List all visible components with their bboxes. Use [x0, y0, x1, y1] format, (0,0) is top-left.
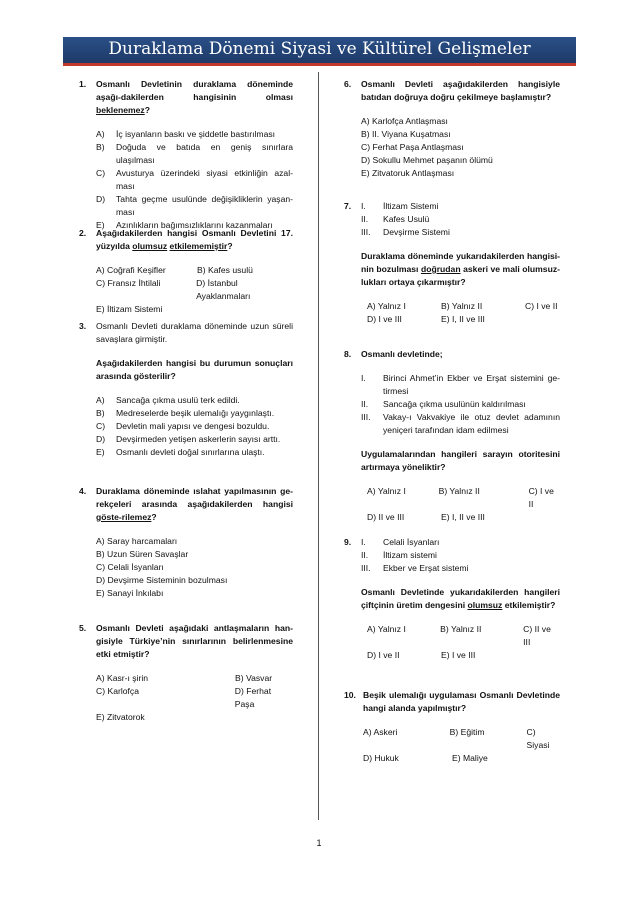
option[interactable]: A) Sancağa çıkma usulü terk edildi.	[96, 395, 240, 405]
option[interactable]: E) İltizam Sistemi	[96, 304, 163, 314]
option[interactable]: A) Karlofça Antlaşması	[361, 116, 448, 126]
option[interactable]: B) Uzun Süren Savaşlar	[96, 549, 189, 559]
question-6	[344, 78, 560, 180]
roman-item: I. İltizam Sistemi	[361, 201, 439, 211]
roman-item: III. Vakay-ı Vakvakiye ile otuz devlet adamının yeniçeri tarafından idam edilmesi	[361, 412, 560, 435]
option[interactable]: D) I ve II	[367, 650, 400, 660]
option[interactable]: E) I, II ve III	[441, 512, 485, 522]
question-number: 7.	[344, 201, 352, 211]
page-number: 1	[316, 838, 322, 848]
option[interactable]: B) Medreselerde beşik ulemalığı yaygınlaştı.	[96, 408, 275, 418]
option[interactable]: D) İstanbul Ayaklanmaları	[196, 278, 251, 301]
option[interactable]: B) Yalnız II	[438, 486, 480, 496]
question-stem: Osmanlı Devleti aşağıdaki antlaşmaların han-gisiyle Türkiye’nin sınırlarının belirlenmesine etki etmiştir?	[96, 623, 293, 659]
option[interactable]: B) Yalnız II	[441, 301, 483, 311]
roman-item: II. Sancağa çıkma usulünün kaldırılması	[361, 399, 526, 409]
question-stem: Osmanlı Devletinin duraklama döneminde aşağı-dakilerden hangisinin olması beklenemez?	[96, 79, 293, 115]
question-number: 8.	[344, 349, 352, 359]
question-number: 6.	[344, 79, 352, 89]
option[interactable]: B) Eğitim	[449, 727, 485, 737]
option[interactable]: A) Yalnız I	[367, 301, 406, 311]
question-2	[79, 227, 293, 316]
roman-item: II. İltizam sistemi	[361, 550, 437, 560]
option[interactable]: B) Vasvar	[235, 673, 273, 683]
option[interactable]: C) Avusturya üzerindeki siyasi etkinliğin azal-ması	[96, 168, 293, 191]
option[interactable]: C) Siyasi	[526, 727, 550, 750]
option[interactable]: E) Azınlıkların bağımsızlıklarını kazanmaları	[96, 220, 273, 230]
option[interactable]: A) Yalnız I	[367, 486, 406, 496]
question-stem: Osmanlı Devleti aşağıdakilerden hangisiyle batıdan doğruya doğru çekilmeye başlamıştır?	[361, 79, 560, 102]
question-7	[344, 200, 560, 326]
option[interactable]: D) I ve III	[367, 314, 402, 324]
option[interactable]: C) Karlofça	[96, 686, 139, 696]
question-prompt: Aşağıdakilerden hangisi bu durumun sonuçları arasında gösterilir?	[96, 358, 293, 381]
question-4	[79, 485, 293, 600]
question-number: 1.	[79, 79, 87, 89]
question-number: 10.	[344, 690, 356, 700]
option[interactable]: D) Ferhat Paşa	[234, 686, 272, 709]
option[interactable]: C) I ve II	[525, 301, 558, 311]
option[interactable]: E) Maliye	[452, 753, 488, 763]
question-number: 3.	[79, 321, 87, 331]
option[interactable]: B) II. Viyana Kuşatması	[361, 129, 451, 139]
option[interactable]: A) Saray harcamaları	[96, 536, 178, 546]
option[interactable]: C) Devletin mali yapısı ve dengesi bozuldu.	[96, 421, 270, 431]
question-stem: Osmanlı devletinde;	[361, 349, 443, 359]
option[interactable]: A) Coğrafi Keşifler	[96, 265, 166, 275]
option[interactable]: A) İç isyanların baskı ve şiddetle bastırılması	[96, 129, 276, 139]
option[interactable]: D) Tahta geçme usulünde değişikliklerin yaşan-ması	[96, 194, 293, 217]
option[interactable]: E) Sanayi İnkılabı	[96, 588, 164, 598]
option[interactable]: E) Osmanlı devleti doğal sınırlarına ulaştı.	[96, 447, 265, 457]
page-title: Duraklama Dönemi Siyasi ve Kültürel Gelişmeler	[108, 39, 531, 59]
roman-item: I. Celali İsyanları	[361, 537, 440, 547]
question-3	[79, 320, 293, 459]
question-stem: Aşağıdakilerden hangisi Osmanlı Devletini 17. yüzyılda olumsuz etkilememiştir?	[96, 228, 293, 251]
option[interactable]: E) I ve III	[441, 650, 476, 660]
option[interactable]: B) Yalnız II	[440, 624, 482, 634]
option[interactable]: D) Devşirmeden yetişen askerlerin sayısı arttı.	[96, 434, 281, 444]
column-divider	[318, 72, 319, 820]
question-number: 9.	[344, 537, 352, 547]
option[interactable]: A) Kasr-ı şirin	[96, 673, 149, 683]
option[interactable]: A) Yalnız I	[367, 624, 406, 634]
question-stem: Duraklama döneminde ıslahat yapılmasının ge-rekçeleri arasında aşağıdakilerden hangisi göste-rilemez?	[96, 486, 293, 522]
roman-item: I. Birinci Ahmet’in Ekber ve Erşat sistemini ge-tirmesi	[361, 373, 560, 396]
question-1	[79, 78, 293, 232]
question-prompt: Uygulamalarından hangileri sarayın otoritesini artırmaya yöneliktir?	[361, 449, 560, 472]
option[interactable]: D) II ve III	[367, 512, 405, 522]
roman-item: II. Kafes Usulü	[361, 214, 430, 224]
option[interactable]: C) II ve III	[523, 624, 551, 647]
question-number: 4.	[79, 486, 87, 496]
option[interactable]: C) Fransız İhtilali	[96, 278, 161, 288]
question-5	[79, 622, 293, 724]
option[interactable]: C) Ferhat Paşa Antlaşması	[361, 142, 464, 152]
option[interactable]: D) Sokullu Mehmet paşanın ölümü	[361, 155, 493, 165]
question-9	[344, 536, 560, 662]
option[interactable]: A) Askeri	[363, 727, 398, 737]
question-stem: Osmanlı Devleti duraklama döneminde uzun süreli savaşlara girmiştir.	[96, 321, 293, 344]
roman-item: III. Devşirme Sistemi	[361, 227, 450, 237]
option[interactable]: E) Zitvatorok	[96, 712, 145, 722]
option[interactable]: C) Celali İsyanları	[96, 562, 164, 572]
question-10	[344, 689, 560, 765]
question-8	[344, 348, 560, 524]
title-band	[63, 37, 576, 66]
roman-item: III. Ekber ve Erşat sistemi	[361, 563, 469, 573]
option[interactable]: B) Doğuda ve batıda en geniş sınırlara ulaşılması	[96, 142, 293, 165]
option[interactable]: D) Hukuk	[363, 753, 399, 763]
option[interactable]: B) Kafes usulü	[197, 265, 253, 275]
option[interactable]: D) Devşirme Sisteminin bozulması	[96, 575, 228, 585]
question-number: 5.	[79, 623, 87, 633]
option[interactable]: E) Zitvatoruk Antlaşması	[361, 168, 455, 178]
question-number: 2.	[79, 228, 87, 238]
question-stem: Beşik ulemalığı uygulaması Osmanlı Devletinde hangi alanda yapılmıştır?	[363, 690, 560, 713]
question-prompt: Duraklama döneminde yukarıdakilerden hangisi-nin bozulması doğrudan askeri ve mali olumsuz-lukları ortaya çıkarmıştır?	[361, 251, 560, 287]
option[interactable]: C) I ve II	[528, 486, 554, 509]
option[interactable]: E) I, II ve III	[441, 314, 485, 324]
question-prompt: Osmanlı Devletinde yukarıdakilerden hangileri çiftçinin üretim dengesini olumsuz etkilemiştir?	[361, 587, 560, 610]
